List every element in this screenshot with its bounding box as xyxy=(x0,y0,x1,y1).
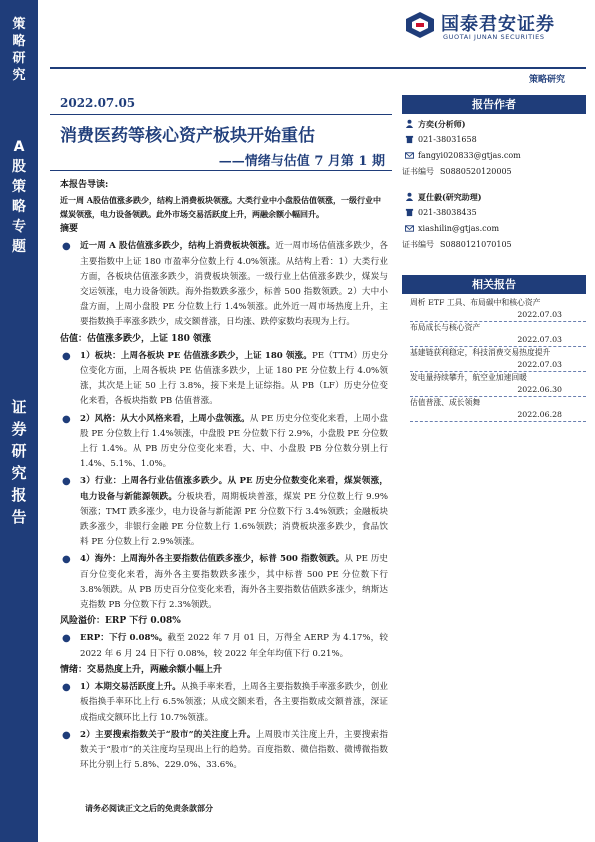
sidebar-char: 究 xyxy=(12,68,26,83)
valuation-heading: 估值：估值涨多跌少，上证 180 领涨 xyxy=(60,333,212,344)
item-text: 从换手率来看，上周各主要指数换手率涨多跌少，创业板指换手率环比上行 6.5%领涨；从成交额来看，各主要指数成交额普涨，深证成指成交额环比上行 10.7%领涨。 xyxy=(80,682,388,723)
list-item xyxy=(60,239,388,330)
email-icon xyxy=(405,151,414,160)
sentiment-heading: 情绪：交易热度上升，两融余额小幅上升 xyxy=(60,664,223,675)
sidebar-char: 告 xyxy=(11,508,27,526)
author-name-row xyxy=(402,116,586,132)
list-item xyxy=(60,631,388,661)
company-logo xyxy=(403,10,589,42)
related-report[interactable] xyxy=(410,372,586,397)
sidebar-char: 券 xyxy=(11,420,27,438)
report-title: 消费医药等核心资产板块开始重估 xyxy=(60,126,315,146)
logo-subtext: GUOTAI JUNAN SECURITIES xyxy=(443,33,545,41)
sidebar-category xyxy=(0,18,38,86)
person-icon xyxy=(405,119,414,128)
author-cert-row xyxy=(402,237,586,253)
sidebar-topic xyxy=(0,140,38,260)
cert-label: 证书编号 xyxy=(402,167,434,176)
author-email[interactable]: fangyi020833@gtjas.com xyxy=(418,151,521,160)
author-card xyxy=(402,116,586,180)
list-item xyxy=(60,474,388,550)
author-email[interactable]: xiashilin@gtjas.com xyxy=(418,224,500,233)
related-report-title[interactable]: 布局成长与核心资产 xyxy=(410,323,481,332)
summary-heading: 摘要 xyxy=(60,224,79,235)
item-lead: 1）板块：上周各板块 PE 估值涨多跌少，上证 180 领涨。 xyxy=(80,350,312,361)
cert-number: S0880520120005 xyxy=(440,167,512,176)
related-report[interactable] xyxy=(410,347,586,372)
sidebar-char: 专 xyxy=(12,219,26,235)
sidebar-char: 题 xyxy=(12,239,26,255)
date-divider xyxy=(50,114,392,115)
phone-icon xyxy=(405,135,414,144)
sidebar-char: 报 xyxy=(11,486,27,504)
author-phone-row xyxy=(402,205,586,221)
list-item xyxy=(60,680,388,726)
sidebar-char: 策 xyxy=(12,179,26,195)
report-subtitle: ——情绪与估值 7 月第 1 期 xyxy=(218,154,385,169)
authors-heading: 报告作者 xyxy=(402,95,586,114)
logo-text: 国泰君安证券 xyxy=(441,14,555,35)
author-cert-row xyxy=(402,164,586,180)
author-phone: 021-38038435 xyxy=(418,208,477,217)
list-item xyxy=(60,552,388,613)
author-name: 夏仕毅(研究助理) xyxy=(418,192,482,202)
related-report-title[interactable]: 估值普涨、成长领舞 xyxy=(410,398,481,407)
bullet-icon: ● xyxy=(62,476,71,488)
related-report[interactable] xyxy=(410,297,586,322)
sidebar-char: 策 xyxy=(12,17,26,32)
item-lead: 3）行业：上周各行业估值涨多跌少。从 PE 历史分位数变化来看，煤炭领涨，电力设备与新能源领跌。 xyxy=(80,476,388,502)
bullet-icon: ● xyxy=(62,554,71,566)
author-email-row xyxy=(402,148,586,164)
sidebar-char: 研 xyxy=(12,51,26,66)
bullet-icon: ● xyxy=(62,729,71,741)
sidebar-char: A xyxy=(13,139,25,155)
item-lead: 4）海外：上周海外各主要指数估值跌多涨少，标普 500 指数领跌。 xyxy=(80,554,345,565)
list-item xyxy=(60,728,388,774)
item-text: 从 PE 历史分位变化来看，上周小盘股 PE 分位数上行 1.4%领涨，中盘股 PE 分位数下行 2.9%，小盘股 PE 分位数上行 1.4%。从 PB 历史分位变化来看，大、中、小盘股 PB 分位数分别上行 1.4%、5.1%、1.0%。 xyxy=(80,413,388,470)
list-item xyxy=(60,349,388,410)
item-lead: 近一周 A 股估值涨多跌少，结构上消费板块领涨。 xyxy=(80,241,276,252)
related-report[interactable] xyxy=(410,322,586,347)
title-divider xyxy=(50,170,392,171)
related-report-date: 2022.06.30 xyxy=(517,385,562,394)
header-divider xyxy=(50,67,586,69)
risk-heading: 风险溢价：ERP 下行 0.08% xyxy=(60,616,181,627)
sidebar-doctype xyxy=(0,400,38,532)
bullet-icon: ● xyxy=(62,682,71,694)
bullet-icon: ● xyxy=(62,633,71,645)
sidebar-char: 股 xyxy=(12,159,26,175)
author-card xyxy=(402,189,586,253)
item-text: PE（TTM）历史分位变化方面，上周各板块 PE 估值涨多跌少，上证 180 PE 分位数上行 4.0%领涨，其次是上证 50 上行 3.8%，接下来是上证综指。从 PB（LF）历史分位变化来看，各板块指数 PB 估值普涨。 xyxy=(80,350,388,407)
email-icon xyxy=(405,224,414,233)
cert-label: 证书编号 xyxy=(402,240,434,249)
sidebar-char: 证 xyxy=(11,398,27,416)
list-item xyxy=(60,412,388,473)
item-text: 截至 2022 年 7 月 01 日，万得全 AERP 为 4.17%，较 2022 年 6 月 24 日下行 0.08%，较 2022 年全年均值下行 0.21%。 xyxy=(80,633,388,659)
bullet-icon: ● xyxy=(62,413,71,425)
sidebar-char: 研 xyxy=(11,442,27,460)
author-name: 方奕(分析师) xyxy=(418,119,466,129)
related-report-title[interactable]: 基建链获利稳定，科技消费交易热度提升 xyxy=(410,348,551,357)
related-report-date: 2022.06.28 xyxy=(517,410,562,419)
related-divider xyxy=(410,421,586,422)
author-email-row xyxy=(402,221,586,237)
disclaimer-footer: 请务必阅读正文之后的免责条款部分 xyxy=(85,803,213,813)
related-report-date: 2022.07.03 xyxy=(517,335,562,344)
related-report-date: 2022.07.03 xyxy=(517,310,562,319)
logo-mark-icon xyxy=(403,10,437,40)
related-report-date: 2022.07.03 xyxy=(517,360,562,369)
sidebar-char: 略 xyxy=(12,199,26,215)
related-report-title[interactable]: 周析 ETF 工具、布局碳中和核心资产 xyxy=(410,298,541,307)
sidebar-char: 略 xyxy=(12,34,26,49)
sidebar-char: 究 xyxy=(11,464,27,482)
related-heading: 相关报告 xyxy=(402,275,586,294)
author-name-row xyxy=(402,189,586,205)
bullet-icon: ● xyxy=(62,241,71,253)
cert-number: S0880121070105 xyxy=(440,240,512,249)
item-text: 近一周市场估值涨多跌少，各主要指数中上证 180 市盈率分位数上行 4.0%领涨。从结构上看：1）大类行业方面，各板块估值涨多跌少，消费板块领涨。一级行业上估值涨多跌少，煤炭与交运领涨，电力设备领跌。海外指数跌多涨少，标普 500 指数领跌。2）大中小盘方面，上周小盘股 PE 分位数上行 1.4%领涨。此外近一周市场热度上升，主要指数换手率涨多跌少，成交额普涨，日均涨、跌停家数均表现为上行。 xyxy=(80,241,388,328)
report-body xyxy=(60,178,388,773)
report-category: 策略研究 xyxy=(528,75,565,85)
author-phone-row xyxy=(402,132,586,148)
item-text: 分板块看，周期板块普涨，煤炭 PE 分位数上行 9.9%领涨；TMT 跌多涨少，电力设备与新能源 PE 分位数下行 3.4%领跌；金融板块跌多涨少，非银行金融 PE 分位数上行 1.6%领跌；消费板块涨多跌少，食品饮料 PE 分位数上行 2.9%领涨。 xyxy=(80,491,388,548)
report-date: 2022.07.05 xyxy=(60,96,136,110)
related-report-title[interactable]: 发电量持续攀升，航空业加速回暖 xyxy=(410,373,527,382)
item-lead: 2）风格：从大小风格来看，上周小盘领涨。 xyxy=(80,413,250,424)
item-lead: ERP：下行 0.08%。 xyxy=(80,633,168,644)
guide-heading: 本报告导读: xyxy=(60,180,109,190)
related-report[interactable] xyxy=(410,397,586,422)
left-sidebar xyxy=(0,0,38,842)
author-phone: 021-38031658 xyxy=(418,135,477,144)
person-icon xyxy=(405,192,414,201)
item-lead: 2）主要搜索指数关于“股市”的关注度上升。 xyxy=(80,729,256,740)
phone-icon xyxy=(405,208,414,217)
item-text: 上周股市关注度上升，主要搜索指数关于“股市”的关注度均呈现出上行的趋势。百度指数、微信指数、微博微指数环比分别上行 5.8%、229.0%、33.6%。 xyxy=(80,729,388,771)
guide-text: 近一周 A股估值涨多跌少，结构上消费板块领涨。大类行业中小盘股估值领涨，一级行业中煤炭领涨，电力设备领跌。此外市场交易活跃度上升，两融余额小幅回升。 xyxy=(60,195,381,220)
item-lead: 1）本期交易活跃度上升。 xyxy=(80,682,181,693)
bullet-icon: ● xyxy=(62,350,71,362)
item-text: 从 PE 历史百分位变化来看，海外各主要指数跌多涨少，其中标普 500 PE 分位数下行 3.8%领跌。从 PB 历史百分位变化来看，海外各主要指数估值跌多涨少，纳斯达克指数 PB 分位数下行 2.3%领跌。 xyxy=(80,554,388,611)
